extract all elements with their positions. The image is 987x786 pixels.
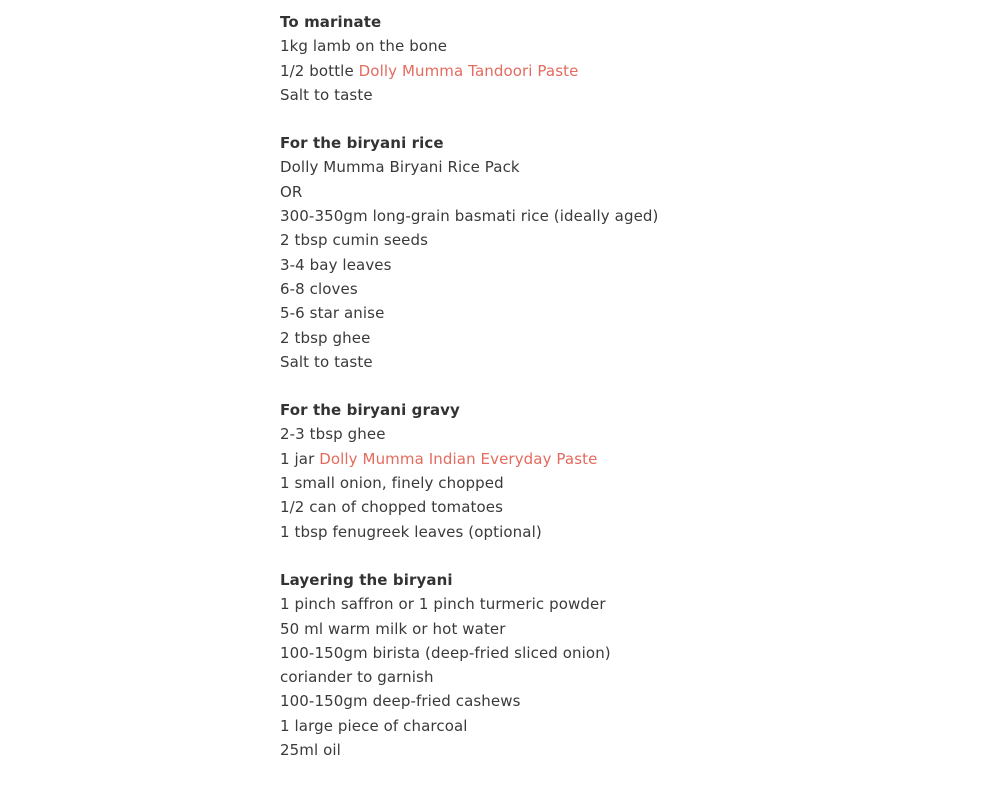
ingredient-item-with-link [280,59,800,83]
section-biryani-rice [280,131,800,374]
ingredient-quantity: 1/2 bottle [280,61,359,80]
ingredient-item: 100-150gm deep-fried cashews [280,692,521,711]
ingredient-item: Dolly Mumma Biryani Rice Pack [280,158,520,177]
ingredient-item: 2 tbsp ghee [280,328,371,347]
ingredient-quantity: 1 jar [280,449,320,468]
section-heading: To marinate [280,13,382,31]
ingredient-item: 1 small onion, finely chopped [280,474,504,493]
ingredient-item: 1 tbsp fenugreek leaves (optional) [280,522,542,541]
ingredient-item: 3-4 bay leaves [280,255,392,274]
ingredient-item: 25ml oil [280,741,341,760]
ingredient-item: 300-350gm long-grain basmati rice (ideally aged) [280,207,659,226]
ingredient-item-with-link [280,447,800,471]
ingredient-item: 100-150gm birista (deep-fried sliced onion) [280,643,611,662]
section-layering [280,568,800,762]
section-biryani-gravy [280,398,800,544]
ingredient-item: 1kg lamb on the bone [280,37,448,56]
ingredient-item: Salt to taste [280,85,373,104]
ingredient-item: 2 tbsp cumin seeds [280,231,429,250]
ingredient-item: OR [280,182,303,201]
ingredient-item: coriander to garnish [280,668,434,687]
section-to-marinate [280,10,800,107]
ingredient-item: 1 pinch saffron or 1 pinch turmeric powder [280,595,606,614]
ingredient-item: 1/2 can of chopped tomatoes [280,498,504,517]
everyday-paste-link[interactable]: Dolly Mumma Indian Everyday Paste [319,449,598,468]
ingredient-item: 1 large piece of charcoal [280,716,468,735]
tandoori-paste-link[interactable]: Dolly Mumma Tandoori Paste [358,61,579,80]
ingredients-list [280,10,800,786]
ingredient-item: 50 ml warm milk or hot water [280,619,506,638]
section-heading: For the biryani rice [280,134,444,153]
ingredient-item: 5-6 star anise [280,304,385,323]
section-heading: For the biryani gravy [280,401,460,420]
ingredient-item: 2-3 tbsp ghee [280,425,386,444]
ingredient-item: Salt to taste [280,352,373,371]
section-heading: Layering the biryani [280,570,453,589]
ingredient-item: 6-8 cloves [280,279,358,298]
